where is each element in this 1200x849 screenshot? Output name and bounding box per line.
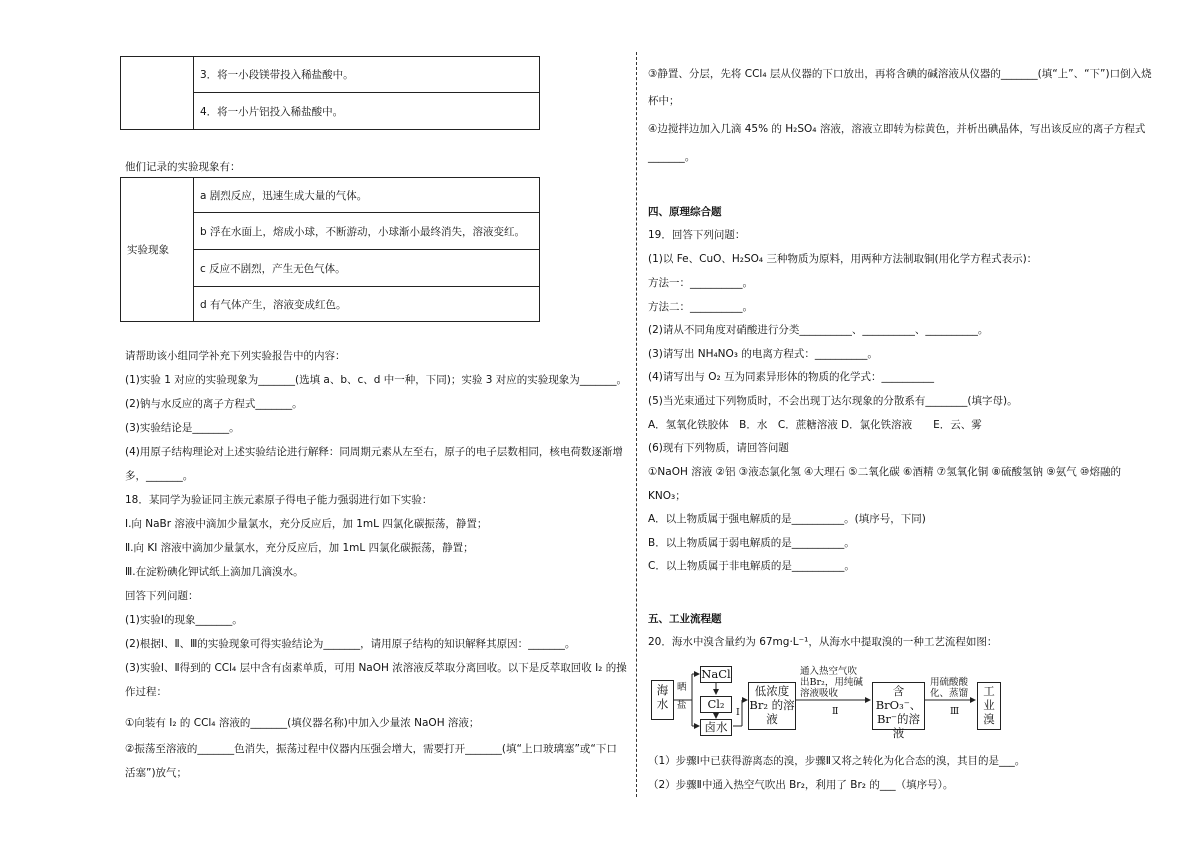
seawater-box: 海水: [651, 680, 674, 720]
observation-table: [120, 177, 540, 322]
acidify-label-1: 用硫酸酸: [930, 677, 969, 688]
q19-method-2: 方法二：__________。: [648, 301, 753, 313]
section-5-heading: 五、工业流程题: [648, 613, 722, 625]
bromine-process-flowchart: [648, 660, 1008, 742]
low-bromine-box: 低浓度 Br₂ 的溶液: [748, 682, 796, 730]
q19-6-a: A．以上物质属于强电解质的是__________。(填序号，下同): [648, 513, 926, 525]
q17-4-cont: 多，_______。: [125, 470, 194, 482]
hot-air-label-3: 溶液吸收: [800, 688, 839, 699]
q19-6: (6)现有下列物质，请回答问题: [648, 442, 789, 454]
nacl-box: NaCl: [701, 667, 731, 681]
q20-2: （2）步骤Ⅱ中通入热空气吹出 Br₂，利用了 Br₂ 的___（填序号）。: [648, 779, 954, 791]
q18-step-4-cont: _______。: [648, 151, 696, 163]
q18-2: (2)根据Ⅰ、Ⅱ、Ⅲ的实验现象可得实验结论为_______，请用原子结构的知识解释其原因：_______。: [125, 638, 576, 650]
q19-method-1: 方法一：__________。: [648, 277, 753, 289]
experiment-table-blank-cell: [121, 57, 194, 130]
acidify-label-2: 化、蒸馏: [930, 688, 969, 699]
q20-1: （1）步骤Ⅰ中已获得游离态的溴，步骤Ⅱ又将之转化为化合态的溴，其目的是___。: [648, 755, 1026, 767]
q19-4: (4)请写出与 O₂ 互为同素异形体的物质的化学式：__________: [648, 371, 935, 383]
q19-6-b: B．以上物质属于弱电解质的是__________。: [648, 537, 855, 549]
q18-exp-1: Ⅰ.向 NaBr 溶液中滴加少量氯水，充分反应后，加 1mL 四氯化碳振荡，静置；: [125, 518, 488, 530]
observation-intro: 他们记录的实验现象有：: [125, 161, 241, 173]
q19-2: (2)请从不同角度对硝酸进行分类__________、__________、__________。: [648, 324, 989, 336]
q18-exp-3: Ⅲ.在淀粉碘化钾试纸上滴加几滴溴水。: [125, 566, 304, 578]
hot-air-label-1: 通入热空气吹: [800, 666, 858, 677]
q19-stem: 19．回答下列问题：: [648, 229, 746, 241]
q19-6-c: C．以上物质属于非电解质的是__________。: [648, 560, 855, 572]
brine-box: 卤水: [700, 719, 732, 736]
report-intro: 请帮助该小组同学补充下列实验报告中的内容：: [125, 350, 346, 362]
q19-5-options: A．氢氧化铁胶体 B．水 C．蔗糖溶液 D．氯化铁溶液 E．云、雾: [648, 419, 982, 431]
q18-step-3: ③静置、分层，先将 CCl₄ 层从仪器的下口放出，再将含碘的碱溶液从仪器的_______(填“上”、“下”)口倒入烧: [648, 68, 1152, 80]
q18-3: (3)实验Ⅰ、Ⅱ得到的 CCl₄ 层中含有卤素单质，可用 NaOH 浓溶液反萃取分离回收。以下是反萃取回收 I₂ 的操: [125, 662, 627, 674]
chlorine-box: Cl₂: [700, 696, 732, 713]
experiment-row-3: 3．将一小段镁带投入稀盐酸中。: [194, 57, 540, 93]
experiment-row-4: 4．将一小片铝投入稀盐酸中。: [194, 93, 540, 130]
q19-1: (1)以 Fe、CuO、H₂SO₄ 三种物质为原料，用两种方法制取铜(用化学方程式表示)：: [648, 253, 1038, 265]
observation-row-b: b 浮在水面上，熔成小球，不断游动，小球渐小最终消失，溶液变红。: [194, 213, 540, 250]
sun-drying-label-2: 盐: [677, 700, 687, 711]
observation-row-c: c 反应不剧烈，产生无色气体。: [194, 250, 540, 287]
hot-air-label-2: 出Br₂，用纯碱: [800, 677, 863, 688]
q18-stem: 18．某同学为验证同主族元素原子得电子能力强弱进行如下实验：: [125, 494, 433, 506]
sun-drying-label-1: 晒: [677, 682, 687, 693]
step-1-label: Ⅰ: [736, 707, 740, 718]
q19-6-substances: ①NaOH 溶液 ②铝 ③液态氯化氢 ④大理石 ⑤二氧化碳 ⑥酒精 ⑦氢氧化铜 ⑧硫酸氢钠 ⑨氨气 ⑩熔融的: [648, 466, 1121, 478]
q18-1: (1)实验Ⅰ的现象_______。: [125, 614, 243, 626]
observation-row-d: d 有气体产生，溶液变成红色。: [194, 287, 540, 322]
q19-6-substances-cont: KNO₃；: [648, 490, 686, 502]
q18-exp-2: Ⅱ.向 KI 溶液中滴加少量氯水，充分反应后，加 1mL 四氯化碳振荡，静置；: [125, 542, 474, 554]
q19-5: (5)当光束通过下列物质时，不会出现丁达尔现象的分散系有________(填字母)。: [648, 395, 1018, 407]
observation-row-a: a 剧烈反应，迅速生成大量的气体。: [194, 178, 540, 213]
q17-3: (3)实验结论是_______。: [125, 422, 240, 434]
observation-header: 实验现象: [121, 178, 194, 322]
q17-2: (2)钠与水反应的离子方程式_______。: [125, 398, 303, 410]
experiment-table: [120, 56, 540, 130]
q17-4: (4)用原子结构理论对上述实验结论进行解释：同周期元素从左至右，原子的电子层数相同，核电荷数逐渐增: [125, 446, 623, 458]
q18-step-4: ④边搅拌边加入几滴 45% 的 H₂SO₄ 溶液，溶液立即转为棕黄色，并析出碘晶体，写出该反应的离子方程式: [648, 123, 1146, 135]
q18-step-3-cont: 杯中；: [648, 95, 680, 107]
step-2-label: Ⅱ: [832, 706, 839, 717]
q18-3-cont: 作过程：: [125, 686, 167, 698]
q17-1: (1)实验 1 对应的实验现象为_______(选填 a、b、c、d 中一种，下同)；实验 3 对应的实验现象为_______。: [125, 374, 627, 386]
q18-step-2-cont: 活塞”)放气；: [125, 767, 188, 779]
column-divider: [636, 52, 637, 797]
bromate-solution-box: 含BrO₃⁻、Br⁻的溶液: [872, 682, 925, 730]
q18-step-1: ①向装有 I₂ 的 CCl₄ 溶液的_______(填仪器名称)中加入少量浓 NaOH 溶液；: [125, 717, 480, 729]
q19-3: (3)请写出 NH₄NO₃ 的电离方程式：__________。: [648, 348, 878, 360]
q18-answer-intro: 回答下列问题：: [125, 590, 199, 602]
q18-step-2: ②振荡至溶液的_______色消失，振荡过程中仪器内压强会增大，需要打开_______(填“上口玻璃塞”或“下口: [125, 743, 617, 755]
step-3-label: Ⅲ: [950, 706, 960, 717]
section-4-heading: 四、原理综合题: [648, 206, 722, 218]
q20-stem: 20．海水中溴含量约为 67mg·L⁻¹，从海水中提取溴的一种工艺流程如图：: [648, 636, 998, 648]
industrial-bromine-box: 工业溴: [977, 682, 1001, 730]
